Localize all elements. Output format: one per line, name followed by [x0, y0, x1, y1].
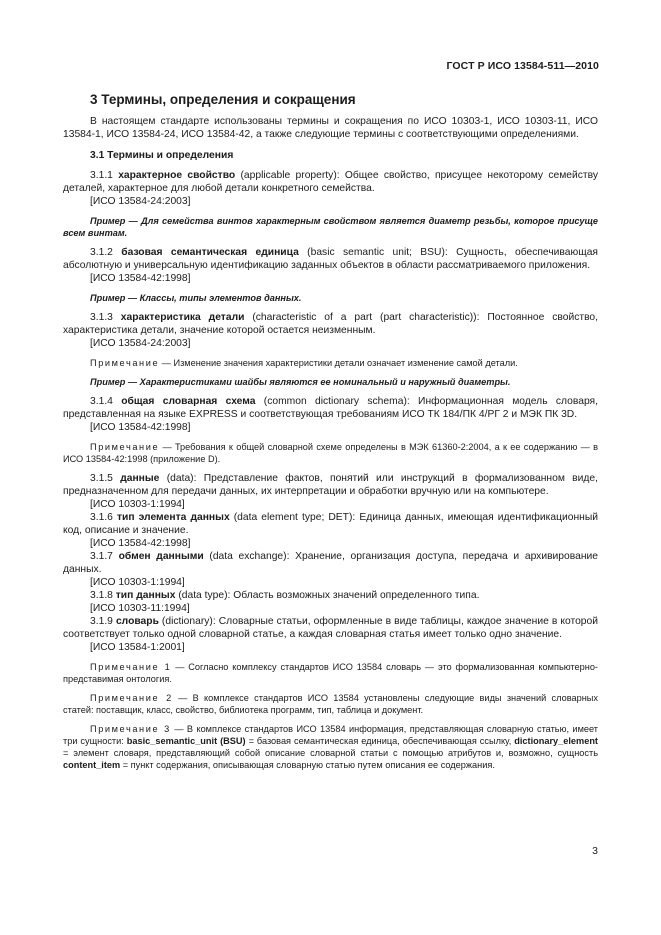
term-reference: [ИСО 13584-24:2003]: [90, 196, 191, 207]
term-3-1-7: [63, 550, 598, 576]
term-number: 3.1.2: [90, 247, 122, 258]
term-3-1-8: [63, 589, 598, 602]
note-text: = элемент словаря, представляющий собой описание словарной статьи с помощью атрибутов и, возможно, сущность: [63, 748, 598, 758]
term-number: 3.1.4: [90, 396, 122, 407]
term-name: тип элемента данных: [116, 512, 230, 523]
term-definition: (data element type; DET): Единица данных, имеющая идентификационный код, описание и значение.: [63, 512, 599, 536]
note-text: = базовая семантическая единица, обеспечивающая ссылку,: [245, 736, 515, 746]
term-reference: [ИСО 13584-1:2001]: [90, 642, 185, 653]
term-definition: (characteristic of a part (part characteristic)): Постоянное свойство, характеристика детали, значение которой остается неизменным.: [63, 312, 599, 336]
term-definition: (basic semantic unit; BSU): Сущность, обеспечивающая абсолютную и универсальную идентификацию заданных объектов в области рассматриваемого приложения.: [63, 247, 599, 271]
subsection-title: 3.1 Термины и определения: [90, 150, 234, 161]
term-reference: [ИСО 10303-11:1994]: [90, 603, 190, 614]
note-text: — Согласно комплексу стандартов ИСО 13584 словарь — это формализованная компьютерно-представимая онтология.: [63, 662, 598, 684]
term-3-1-9: [63, 615, 598, 641]
term-3-1-2: [63, 246, 598, 272]
note-label: Примечание: [90, 442, 160, 452]
term-name: общая словарная схема: [121, 396, 256, 407]
entity-name: basic_semantic_unit (BSU): [126, 736, 246, 746]
example-3: Пример — Характеристиками шайбы являются ее номинальный и наружный диаметры.: [90, 377, 511, 387]
term-3-1-3: [63, 311, 598, 337]
term-definition: (data): Представление фактов, понятий или инструкций в формализованном виде, предназначенном для передачи данных, их интерпретации и обработки вручную или на компьютере.: [63, 473, 598, 497]
document-header: ГОСТ Р ИСО 13584-511—2010: [446, 60, 599, 72]
example-2: Пример — Классы, типы элементов данных.: [90, 293, 302, 303]
term-3-1-1: [63, 169, 598, 195]
example-1: Пример — Для семейства винтов характерным свойством является диаметр резьбы, которое присуще всем винтам.: [63, 216, 598, 238]
term-definition: (common dictionary schema): Информационная модель словаря, представленная на языке EXPRESS и соответствующая требованиям ИСО ТК 184/ПК 4/РГ 2 и МЭК ПК 3D.: [63, 396, 598, 420]
note-text: — В комплексе стандартов ИСО 13584 информация, представляющая словарную статью, имеет три сущности:: [63, 724, 599, 746]
note-label: Примечание 2: [90, 693, 173, 703]
term-name: базовая семантическая единица: [121, 247, 299, 258]
page-number: 3: [592, 845, 598, 857]
note-text: — Требования к общей словарной схеме определены в МЭК 61360-2:2004, а к ее содержанию — в ИСО 13584-42:1998 (приложение D).: [63, 442, 598, 464]
term-name: характерное свойство: [118, 170, 236, 181]
term-3-1-5: [63, 472, 598, 498]
note-label: Примечание: [90, 358, 160, 368]
term-3-1-6: [63, 511, 598, 537]
term-reference: [ИСО 13584-42:1998]: [90, 273, 191, 284]
note-5: [63, 723, 598, 771]
term-name: тип данных: [115, 590, 176, 601]
term-name: словарь: [115, 616, 159, 627]
term-number: 3.1.7: [90, 551, 119, 562]
note-label: Примечание 3: [90, 724, 171, 734]
term-definition: (data exchange): Хранение, организация доступа, передача и архивирование данных.: [63, 551, 598, 575]
term-number: 3.1.9: [90, 616, 116, 627]
note-2: [63, 441, 598, 465]
note-text: = пункт содержания, описывающая словарную статью путем описания ее содержания.: [120, 760, 495, 770]
note-text: — В комплексе стандартов ИСО 13584 установлены следующие виды значений словарных статей: поставщик, класс, свойство, библиотека программ, тип, таблица и документ.: [63, 693, 598, 715]
term-name: обмен данными: [118, 551, 204, 562]
term-reference: [ИСО 13584-42:1998]: [90, 422, 191, 433]
note-text: — Изменение значения характеристики детали означает изменение самой детали.: [159, 358, 518, 368]
term-number: 3.1.6: [90, 512, 117, 523]
note-3: [63, 661, 598, 685]
term-definition: (applicable property): Общее свойство, присущее некоторому семейству деталей, характерное для любой детали конкретного семейства.: [63, 170, 599, 194]
term-definition: (data type): Область возможных значений определенного типа.: [175, 590, 480, 601]
term-name: данные: [120, 473, 160, 484]
note-4: [63, 692, 598, 716]
term-reference: [ИСО 10303-1:1994]: [90, 499, 185, 510]
term-number: 3.1.8: [90, 590, 116, 601]
entity-name: dictionary_element: [514, 736, 598, 746]
term-reference: [ИСО 13584-24:2003]: [90, 338, 191, 349]
section-title: 3 Термины, определения и сокращения: [90, 92, 356, 107]
term-reference: [ИСО 13584-42:1998]: [90, 538, 191, 549]
term-definition: (dictionary): Словарные статьи, оформленные в виде таблицы, каждое значение в которой соответствует только одной словарной статье, а каждая словарная статья имеет только одно значение.: [63, 616, 599, 640]
term-number: 3.1.1: [90, 170, 119, 181]
term-number: 3.1.3: [90, 312, 121, 323]
term-name: характеристика детали: [120, 312, 245, 323]
entity-name: content_item: [63, 760, 121, 770]
term-number: 3.1.5: [90, 473, 121, 484]
term-3-1-4: [63, 395, 598, 421]
document-body: [63, 92, 598, 771]
note-label: Примечание 1: [90, 662, 172, 672]
note-1: [63, 357, 598, 369]
term-reference: [ИСО 10303-1:1994]: [90, 577, 185, 588]
intro-paragraph: В настоящем стандарте использованы термины и сокращения по ИСО 10303-1, ИСО 10303-11, ИСО 13584-1, ИСО 13584-24, ИСО 13584-42, а также следующие термины с соответствующими определениями.: [63, 116, 598, 140]
